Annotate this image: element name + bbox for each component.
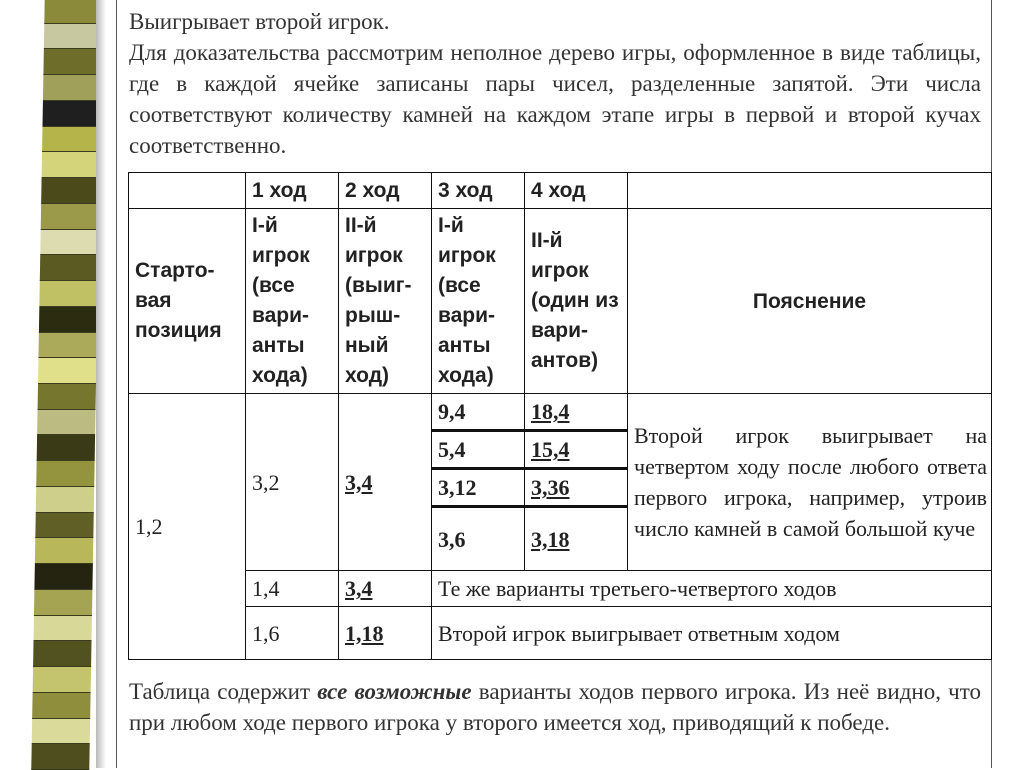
table-header-row-moves — [129, 173, 992, 209]
stripe-segment — [42, 127, 100, 153]
table-row — [129, 394, 992, 431]
stripe-segment — [38, 384, 96, 410]
stripe-segment — [35, 538, 93, 564]
header-move-4: 4 ход — [525, 173, 628, 209]
stripe-segment — [32, 719, 90, 745]
summary-text-start: Таблица содержит — [129, 679, 318, 704]
move3-cell: 3,12 — [432, 469, 525, 507]
stripe-segment — [40, 255, 98, 281]
stripe-segment — [37, 435, 95, 461]
stripe-segment — [39, 307, 97, 333]
decorative-stripe-bar — [31, 0, 102, 770]
stripe-segment — [42, 152, 100, 178]
stripe-segment — [34, 564, 92, 590]
explanation-cell: Второй игрок выигрывает ответным ходом — [432, 607, 992, 660]
stripe-segment — [43, 75, 101, 101]
start-position-cell: 1,2 — [129, 394, 246, 660]
move2-cell: 1,18 — [339, 607, 432, 660]
stripe-segment — [32, 693, 90, 719]
header-empty-cell — [129, 173, 246, 209]
move1-cell: 3,2 — [246, 394, 339, 571]
header-empty-cell-right — [628, 173, 992, 209]
table-header-row-players — [129, 209, 992, 394]
move4-cell: 15,4 — [525, 431, 628, 469]
explanation-cell: Второй игрок выигрывает на четвертом ходу после любого ответа первого игрока, например, утроив число камней в самой большой куче — [628, 394, 992, 571]
header-move-1: 1 ход — [246, 173, 339, 209]
header-player2-one: II-й игрок (один из вари-антов) — [525, 209, 628, 394]
explanation-cell: Те же варианты третьего-четвертого ходов — [432, 571, 992, 607]
move3-cell: 3,6 — [432, 507, 525, 571]
stripe-segment — [42, 101, 100, 127]
stripe-segment — [34, 590, 92, 616]
move2-cell: 3,4 — [339, 394, 432, 571]
move1-cell: 1,6 — [246, 607, 339, 660]
stripe-segment — [41, 204, 99, 230]
move4-cell: 18,4 — [525, 394, 628, 431]
stripe-segment — [31, 744, 89, 770]
move1-cell: 1,4 — [246, 571, 339, 607]
header-player2-win: II-й игрок (выиг-рыш-ный ход) — [339, 209, 432, 394]
move4-cell: 3,36 — [525, 469, 628, 507]
summary-paragraph — [129, 676, 981, 738]
game-tree-table — [128, 172, 992, 660]
document-page — [116, 0, 992, 768]
stripe-segment — [43, 49, 101, 75]
summary-text-end: варианты ходов первого игрока. Из неё видно, что при любом ходе первого игрока у второго имеется ход, приводящий к победе. — [129, 679, 981, 735]
header-explanation: Пояснение — [628, 209, 992, 394]
stripe-segment — [38, 333, 96, 359]
stripe-segment — [37, 410, 95, 436]
move3-cell: 9,4 — [432, 394, 525, 431]
table-row — [129, 607, 992, 660]
stripe-segment — [33, 667, 91, 693]
summary-emphasis: все возможные — [317, 679, 472, 704]
header-move-3: 3 ход — [432, 173, 525, 209]
stripe-segment — [33, 641, 91, 667]
header-player1-all: I-й игрок (все вари-анты хода) — [246, 209, 339, 394]
stripe-segment — [44, 24, 102, 50]
table-row — [129, 571, 992, 607]
stripe-segment — [41, 178, 99, 204]
move2-cell: 3,4 — [339, 571, 432, 607]
winner-statement: Выигрывает второй игрок. — [129, 9, 390, 34]
move3-cell: 5,4 — [432, 431, 525, 469]
proof-paragraph: Для доказательства рассмотрим неполное дерево игры, оформленное в виде таблицы, где в каждой ячейке записаны пары чисел, разделенные запятой. Эти числа соответствуют количеству камней на каждом этапе игры в первой и второй кучах соответственно. — [129, 40, 981, 158]
stripe-segment — [36, 487, 94, 513]
header-move-2: 2 ход — [339, 173, 432, 209]
stripe-segment — [39, 281, 97, 307]
panel-shadow — [96, 0, 106, 768]
header-start-position: Старто-вая позиция — [129, 209, 246, 394]
stripe-segment — [34, 616, 92, 642]
stripe-segment — [44, 0, 102, 24]
stripe-segment — [40, 230, 98, 256]
header-player1-all-move3: I-й игрок (все вари-анты хода) — [432, 209, 525, 394]
stripe-segment — [38, 358, 96, 384]
move4-cell: 3,18 — [525, 507, 628, 571]
stripe-segment — [36, 461, 94, 487]
stripe-segment — [35, 513, 93, 539]
